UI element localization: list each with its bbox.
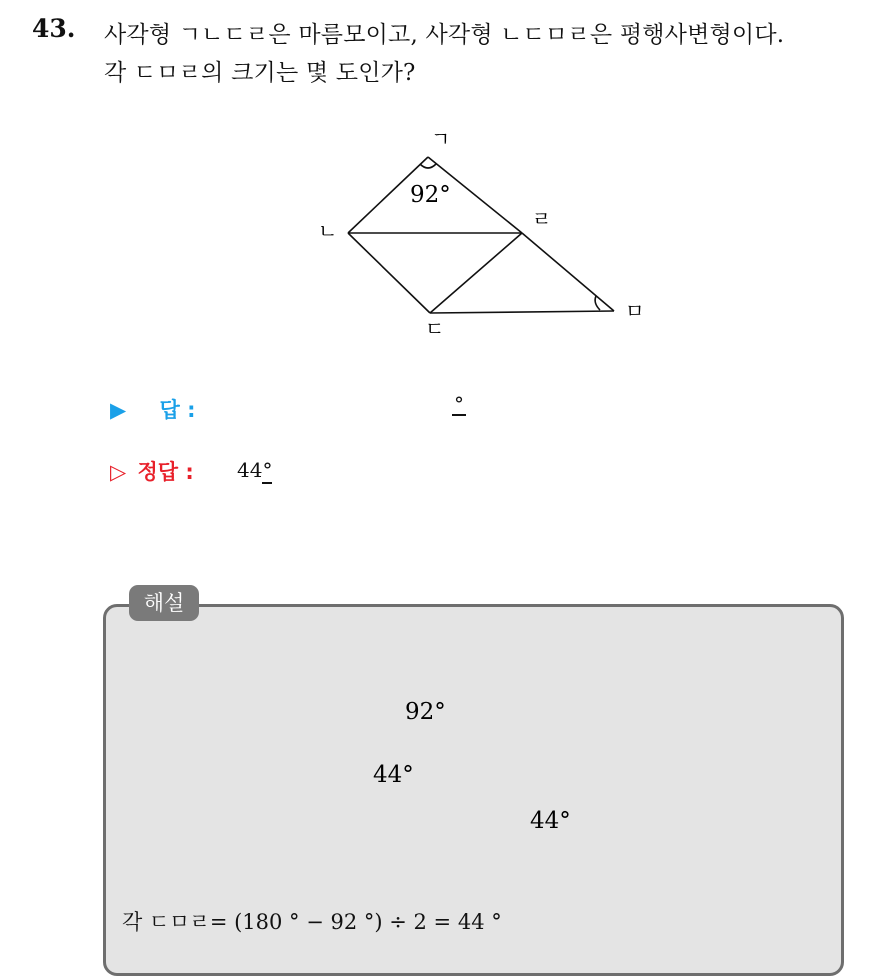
label-n: ㄴ <box>318 219 338 243</box>
correct-value: 44 <box>237 458 263 482</box>
question-number: 43. <box>32 14 76 43</box>
sol-angle-label-m: 44° <box>530 808 571 834</box>
answer-label: 답 : <box>159 398 196 422</box>
correct-unit: ° <box>262 458 273 482</box>
sol-angle-label-top: 92° <box>405 699 446 725</box>
label-d: ㄷ <box>425 317 445 341</box>
sol-angle-label-n: 44° <box>373 762 414 788</box>
correct-marker-icon: ▷ <box>110 460 127 484</box>
solution-tag: 해설 <box>129 585 199 621</box>
correct-label: 정답 : <box>137 460 194 484</box>
question-text-line2: 각 ㄷㅁㄹ의 크기는 몇 도인가? <box>104 60 416 86</box>
label-r: ㄹ <box>532 207 552 231</box>
question-text-line1: 사각형 ㄱㄴㄷㄹ은 마름모이고, 사각형 ㄴㄷㅁㄹ은 평행사변형이다. <box>104 22 785 48</box>
angle-label-top: 92° <box>410 182 451 208</box>
label-m: ㅁ <box>625 299 645 323</box>
answer-input[interactable]: ° <box>454 392 464 416</box>
answer-marker-icon: ▶ <box>110 398 127 422</box>
solution-formula: 각 ㄷㅁㄹ= (180 ° − 92 °) ÷ 2 = 44 ° <box>122 910 502 934</box>
label-g: ㄱ <box>431 127 451 151</box>
